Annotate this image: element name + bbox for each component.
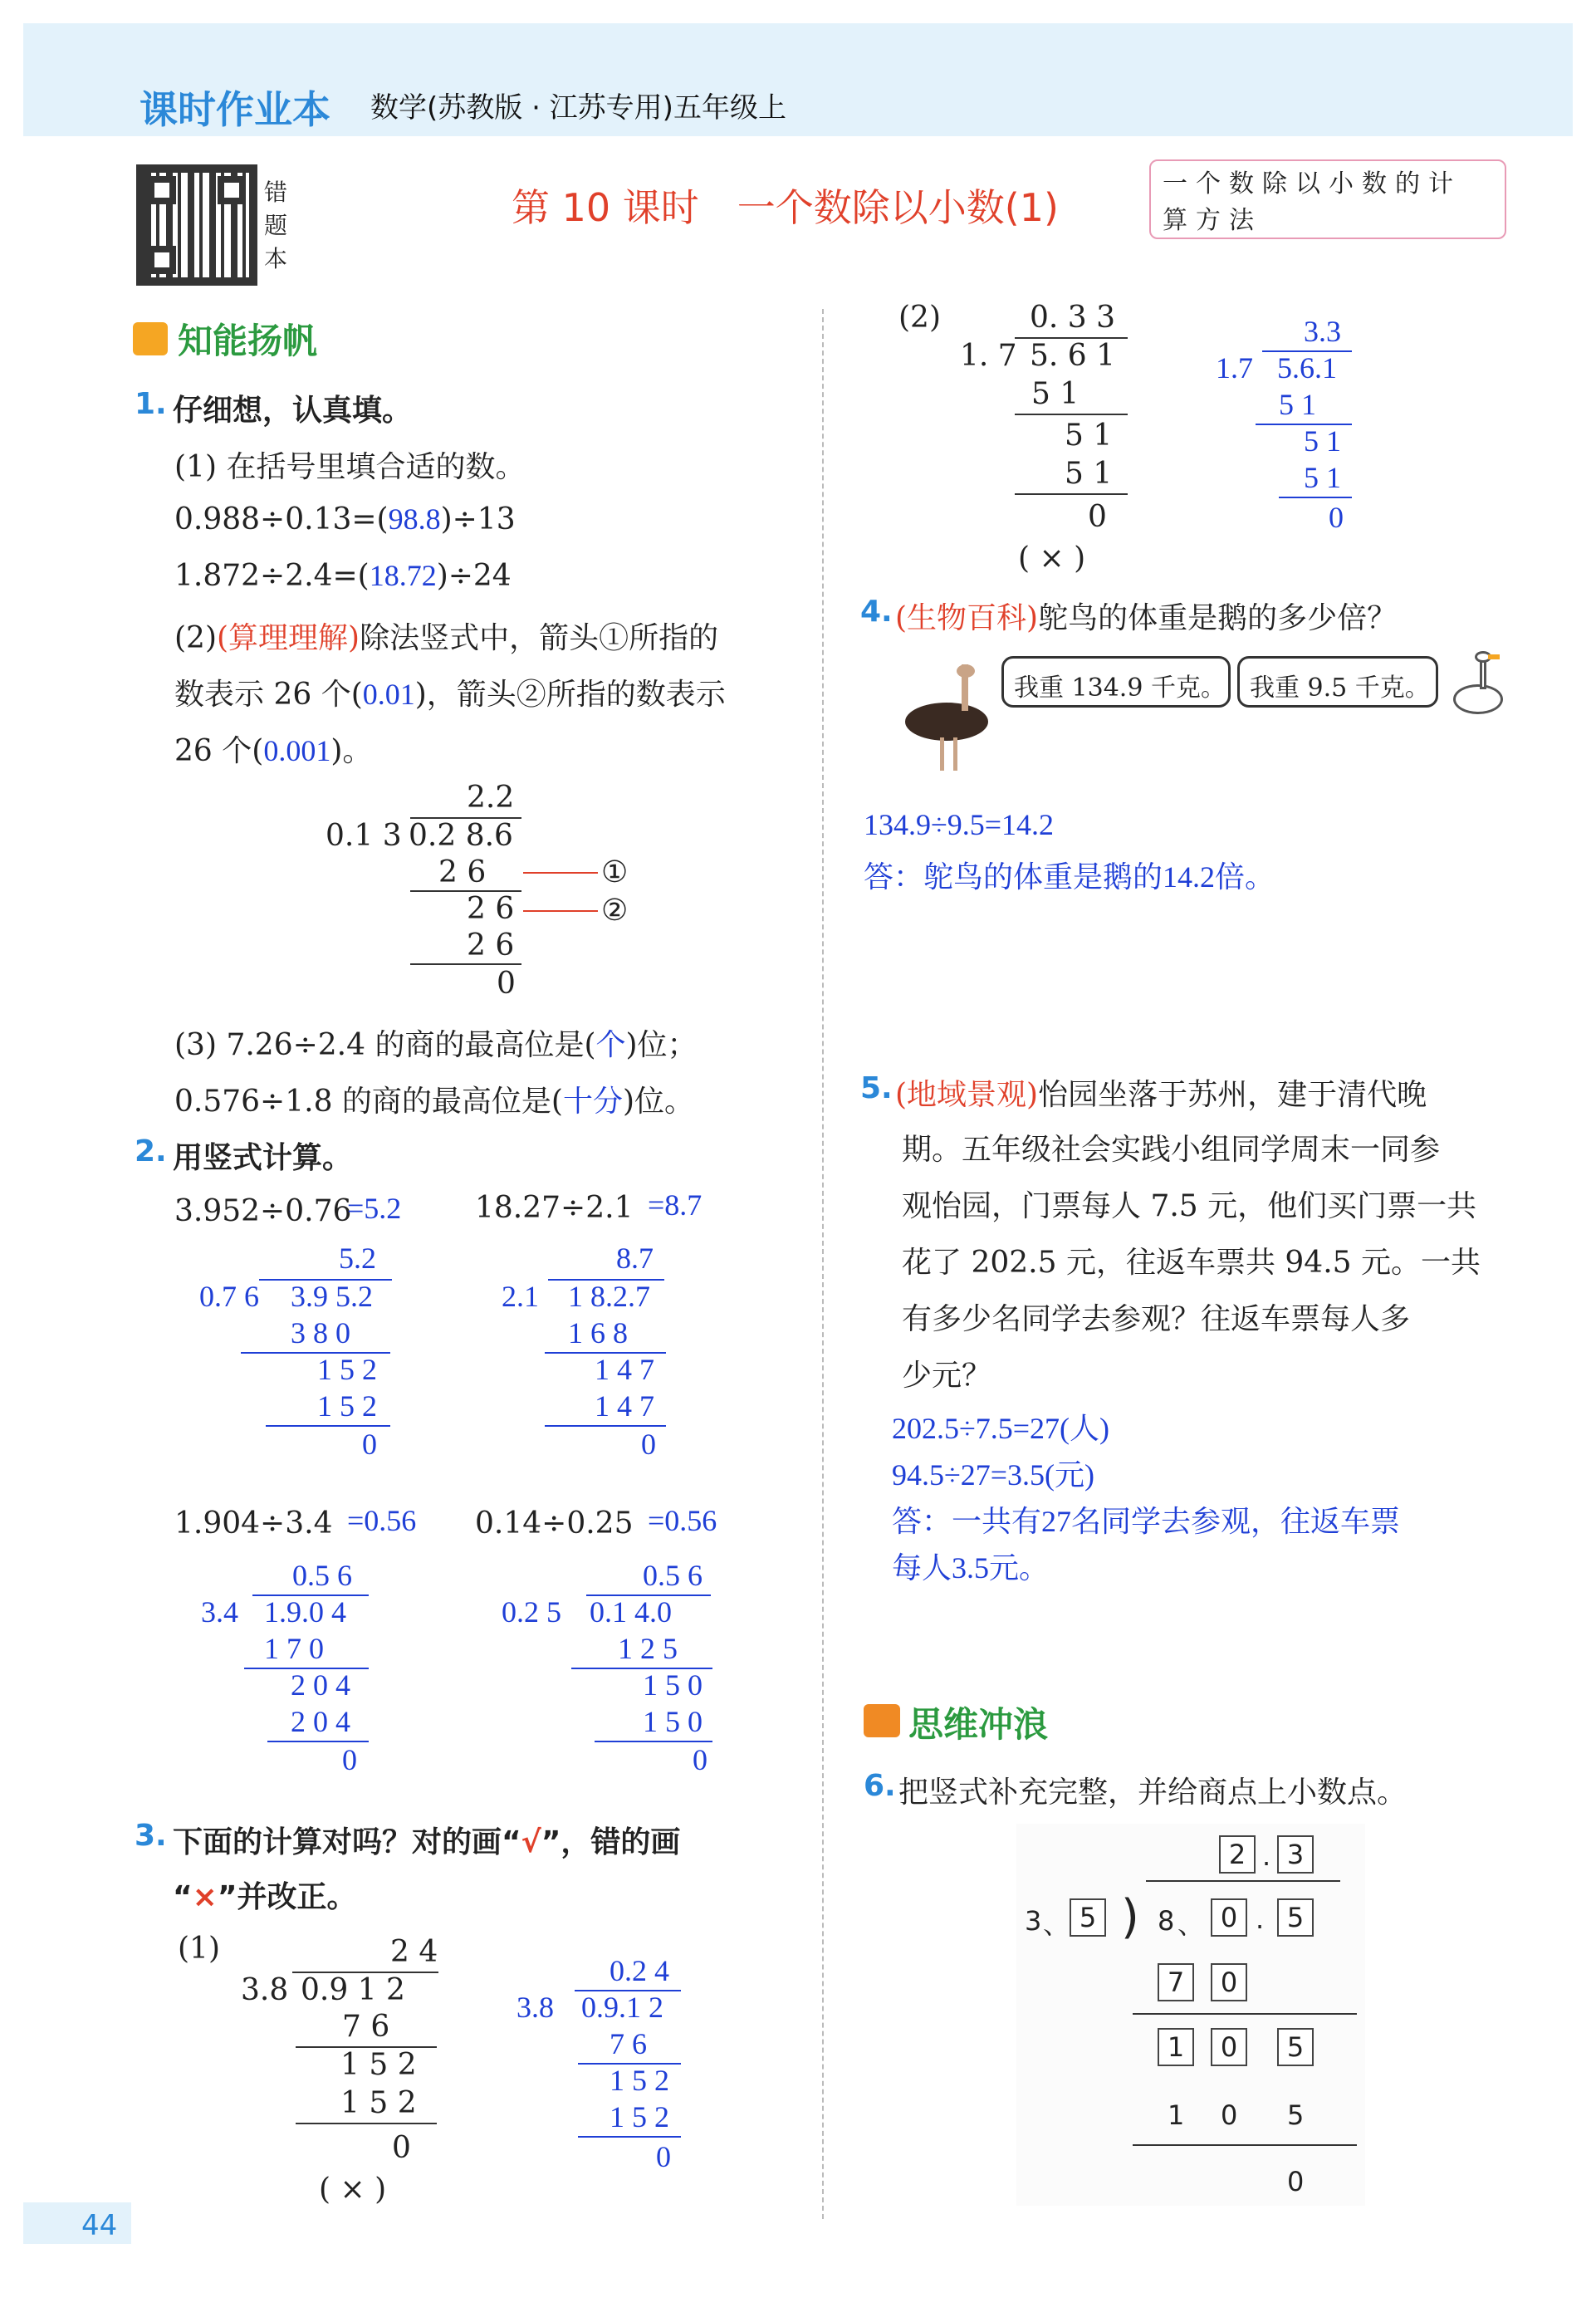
answer-18-72: 18.72 [369, 559, 437, 592]
q1-number: 1. [135, 387, 167, 421]
section-title-2: 思维冲浪 [908, 1704, 1049, 1745]
speech-bubble-goose: 我重 9.5 千克。 [1237, 656, 1438, 708]
q5-number: 5. [860, 1071, 893, 1105]
q3-part2-label: (2) [898, 301, 941, 335]
q6-number: 6. [864, 1769, 896, 1803]
q3-part1-label: (1) [178, 1932, 220, 1966]
tag-biology: (生物百科) [895, 601, 1039, 635]
q1-title: 仔细想，认真填。 [173, 394, 413, 428]
q1-part2-c: 26 个(0.001)。 [174, 734, 373, 768]
q4-answer: 答：鸵鸟的体重是鹅的14.2倍。 [864, 860, 1275, 894]
brand-title: 课时作业本 [140, 87, 330, 132]
q2-number: 2. [135, 1134, 167, 1168]
section-icon [133, 322, 168, 355]
q1-part1: (1) 在括号里填合适的数。 [174, 450, 526, 484]
q3-1-mark: ( × ) [319, 2172, 387, 2207]
q5-line-2: 期。五年级社会实践小组同学周末一同参 [902, 1133, 1441, 1167]
q5-calc-2: 94.5÷27=3.5(元) [892, 1458, 1095, 1492]
q1-part3-b: 0.576÷1.8 的商的最高位是(十分)位。 [174, 1085, 695, 1119]
q3-title-line2: “×”并改正。 [173, 1880, 357, 1914]
goose-icon [1447, 651, 1505, 726]
q2-title: 用竖式计算。 [173, 1141, 353, 1175]
q1-line2: 1.872÷2.4=(18.72)÷24 [174, 559, 512, 593]
column-divider [822, 309, 824, 2219]
arrow-mark-1: ① [601, 855, 629, 889]
q5-line-1: (地域景观)怡园坐落于苏州，建于清代晚 [895, 1078, 1427, 1112]
q4-calc: 134.9÷9.5=14.2 [864, 808, 1055, 841]
q5-line-3: 观怡园，门票每人 7.5 元，他们买门票一共 [902, 1189, 1477, 1223]
q6-long-division: 2 . 3 3 、 5 ) 8 、 0 . 5 7 0 1 0 5 1 0 5 0 [1016, 1824, 1365, 2206]
check-icon: √ [521, 1825, 541, 1859]
lesson-title: 第 10 课时 一个数除以小数(1) [512, 185, 1059, 230]
wrong-book-label-2: 题 [264, 212, 288, 239]
q5-line-5: 有多少名同学去参观？往返车票每人多 [902, 1302, 1411, 1336]
method-note-box [1149, 159, 1506, 239]
method-note: 一个数除以小数的计算方法 [1163, 169, 1461, 235]
q5-line-4: 花了 202.5 元，往返车票共 94.5 元。一共 [902, 1246, 1481, 1280]
wrong-book-label-1: 错 [264, 179, 288, 206]
q1-part2-b: 数表示 26 个(0.01)，箭头②所指的数表示 [174, 678, 726, 712]
q4-question: (生物百科)鸵鸟的体重是鹅的多少倍？ [895, 601, 1398, 635]
qr-code-icon[interactable] [136, 164, 257, 286]
speech-bubble-ostrich: 我重 134.9 千克。 [1001, 656, 1231, 708]
q1-part3-a: (3) 7.26÷2.4 的商的最高位是(个)位； [174, 1028, 698, 1062]
q5-calc-1: 202.5÷7.5=27(人) [892, 1412, 1110, 1445]
q3-number: 3. [135, 1819, 167, 1853]
q6-text: 把竖式补充完整，并给商点上小数点。 [898, 1776, 1408, 1810]
section-title-1: 知能扬帆 [178, 321, 318, 361]
q4-number: 4. [860, 595, 893, 629]
book-subtitle: 数学(苏教版 · 江苏专用)五年级上 [370, 91, 786, 125]
arrow-mark-2: ② [601, 894, 629, 928]
q5-answer-2: 每人3.5元。 [892, 1551, 1050, 1585]
section-icon-2 [864, 1704, 900, 1737]
answer-98-8: 98.8 [388, 502, 441, 536]
ostrich-icon [905, 664, 996, 772]
tag-suanli: (算理理解) [217, 621, 360, 655]
wrong-book-label-3: 本 [264, 245, 288, 272]
q3-2-mark: ( × ) [1018, 541, 1086, 576]
tag-region: (地域景观) [895, 1078, 1039, 1112]
cross-icon: × [192, 1880, 218, 1914]
q5-answer-1: 答：一共有27名同学去参观，往返车票 [892, 1505, 1401, 1538]
q3-title-line1: 下面的计算对吗？对的画“√”，错的画 [173, 1825, 681, 1859]
q1-line1: 0.988÷0.13=(98.8)÷13 [174, 502, 516, 536]
page-number: 44 [81, 2209, 118, 2242]
q5-line-6: 少元？ [902, 1359, 992, 1393]
q1-part2-a: (2)(算理理解)除法竖式中，箭头①所指的 [174, 621, 719, 655]
